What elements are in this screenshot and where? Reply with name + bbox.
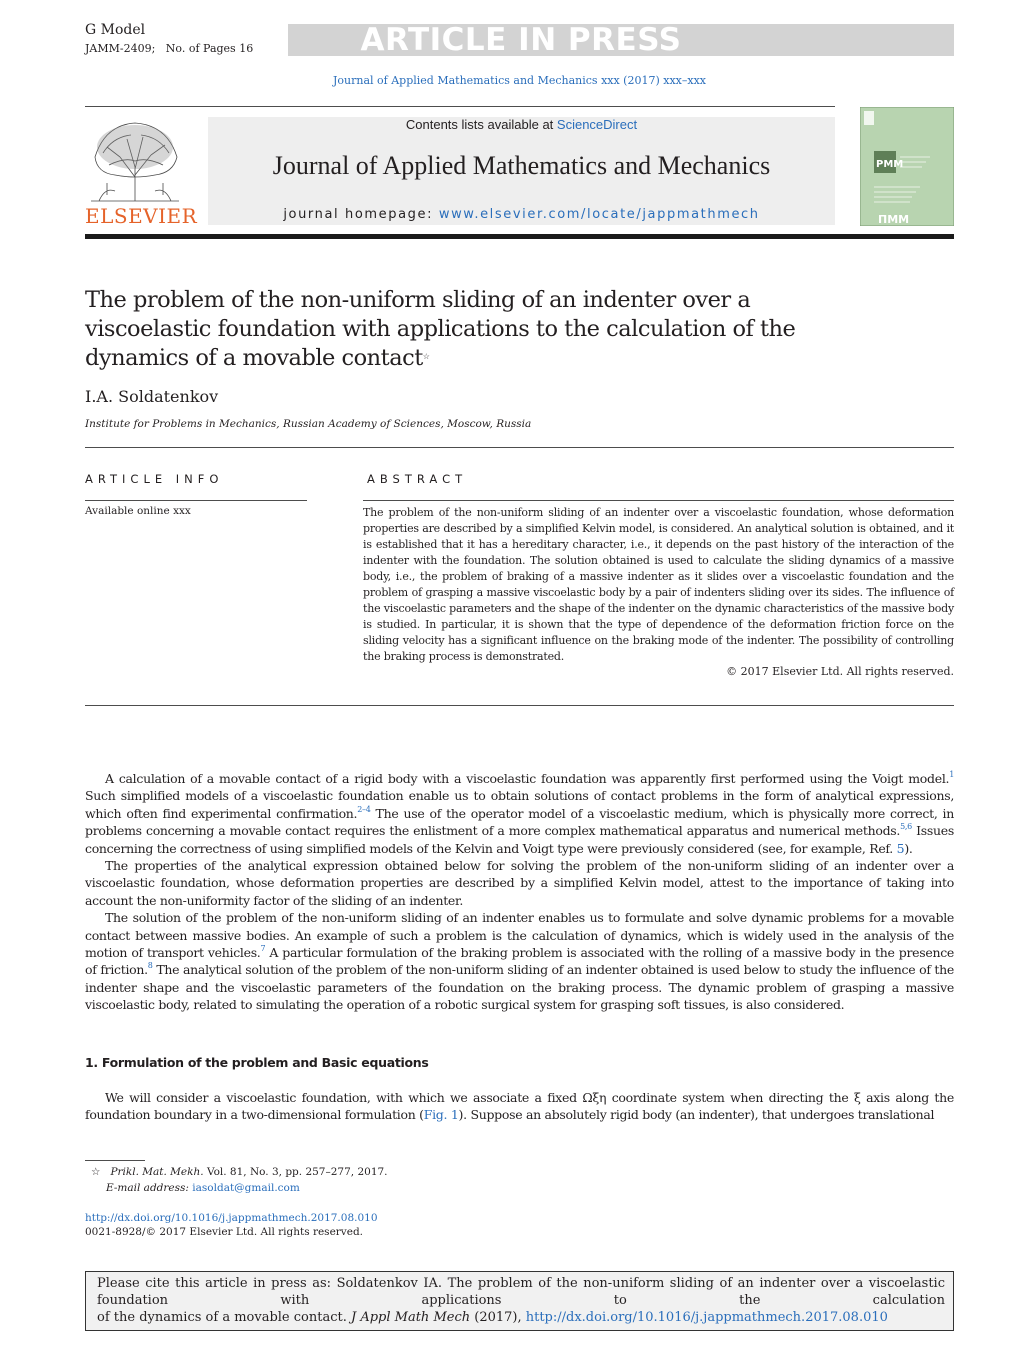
abstract-copyright: © 2017 Elsevier Ltd. All rights reserved. [726, 665, 954, 678]
reference-link[interactable]: 7 [260, 944, 266, 954]
title-footnote-mark[interactable]: ☆ [422, 352, 430, 361]
figure-link[interactable]: Fig. 1 [423, 1107, 459, 1123]
article-title-text: The problem of the non-uniform sliding of an indenter over a viscoelastic foundation with applications to the calculation of the dynamics of a movable contact [85, 287, 796, 371]
contents-prefix: Contents lists available at [405, 117, 557, 132]
contents-available-line [208, 117, 835, 132]
page-count: No. of Pages 16 [165, 42, 254, 55]
paragraph: A calculation of a movable contact of a rigid body with a viscoelastic foundation was apparently first performed using the Voigt model.$^1$ Such simplified models of a viscoelastic foundation enable us to obtain solutions of contact problems in the form of analytical expressions, which often find experimental confirmation.$^{2-4}$ The use of the operator model of a viscoelastic medium, which is physically more correct, in problems concerning a movable contact requires the enlistment of a more complex mathematical apparatus and numerical methods.$^{5,6}$ Issues concerning the correctness of using simplified models of the Kelvin and Voigt type were previously considered (see, for example, Ref. 5). [85, 770, 954, 856]
masthead-top-rule [85, 106, 835, 107]
footnote-email: E-mail address: iasoldat@gmail.com [106, 1182, 300, 1194]
paragraph: The properties of the analytical expression obtained below for solving the problem of the non-uniform sliding of an indenter over a viscoelastic foundation, whose deformation properties are described by a simplified Kelvin model, attest to the importance of taking into account the non-uniformity factor of the sliding of an indenter. [85, 858, 954, 908]
reference-link[interactable]: 8 [147, 961, 153, 971]
footnote-star: ☆ [91, 1166, 101, 1178]
jamm-id: JAMM-2409; [85, 42, 156, 55]
abstract-heading: ABSTRACT [367, 472, 468, 486]
abstract-rule [363, 500, 954, 501]
sciencedirect-link[interactable]: ScienceDirect [556, 117, 638, 132]
paragraph: We will consider a viscoelastic foundation, with which we associate a fixed Ωξη coordinate system when directing the ξ axis along the foundation boundary in a two-dimensional formulation (Fig. 1). Suppose an absolutely rigid body (an indenter), that undergoes translational [85, 1090, 954, 1123]
cite-doi-link[interactable]: http://dx.doi.org/10.1016/j.jappmathmech.2017.08.010 [525, 1310, 888, 1325]
paragraph: The solution of the problem of the non-uniform sliding of an indenter enables us to formulate and solve dynamic problems for a movable contact between massive bodies. An example of such a problem is the calculation of dynamics, which is widely used in the analysis of the motion of transport vehicles.$^7$ A particular formulation of the braking problem is associated with the rolling of a massive body in the presence of friction.$^8$ The analytical solution of the problem of the non-uniform sliding of an indenter obtained is used below to study the influence of the indenter shape and the viscoelastic parameters of the foundation on the braking process. The dynamic problem of grasping a massive viscoelastic body, related to simulating the operation of a robotic surgical system for grasping soft tissues, is also considered. [85, 910, 954, 1013]
g-model-label: G Model [85, 22, 146, 38]
footnote-citation: ☆ Prikl. Mat. Mekh. Vol. 81, No. 3, pp. 257–277, 2017. [91, 1166, 388, 1178]
homepage-link[interactable]: www.elsevier.com/locate/jappmathmech [438, 207, 760, 222]
doi-link[interactable]: http://dx.doi.org/10.1016/j.jappmathmech.2017.08.010 [85, 1212, 378, 1224]
elsevier-wordmark: ELSEVIER [85, 204, 198, 228]
introduction-body [85, 770, 954, 1014]
author-name: I.A. Soldatenkov [85, 387, 219, 406]
available-online: Available online xxx [85, 505, 191, 517]
abstract-text: The problem of the non-uniform sliding of an indenter over a viscoelastic foundation, whose deformation properties are described by a simplified Kelvin model, is considered. An analytical solution is obtained, and it is established that it has a hereditary character, i.e., it depends on the past history of the interaction of the indenter with the foundation. The solution obtained is used to calculate the sliding dynamics of a massive body, i.e., the problem of braking of a massive indenter as it slides over a viscoelastic foundation and the problem of grasping a massive viscoelastic body by a pair of indenters sliding over its sides. The influence of the viscoelastic parameters and the shape of the indenter on the dynamic characteristics of the massive body is studied. In particular, it is shown that the type of dependence of the deformation friction force on the sliding velocity has a significant influence on the braking mode of the indenter. The possibility of controlling the braking process is demonstrated. [363, 506, 954, 663]
article-info-rule [85, 500, 307, 501]
cite-text-line2: of the dynamics of a movable contact. J Appl Math Mech (2017), http://dx.doi.org/10.1016/j.jappmathmech.2017.08.010 [97, 1310, 888, 1325]
cover-subtitle: ПММ [878, 213, 910, 226]
reference-link[interactable]: 5,6 [900, 822, 912, 832]
journal-citation-line[interactable]: Journal of Applied Mathematics and Mechanics xxx (2017) xxx–xxx [333, 74, 706, 87]
article-info-heading: ARTICLE INFO [85, 472, 224, 486]
cover-title: PMM [876, 159, 904, 170]
journal-homepage-line [208, 207, 835, 222]
issn-copyright: 0021-8928/© 2017 Elsevier Ltd. All rights reserved. [85, 1226, 364, 1238]
homepage-prefix: journal homepage: [283, 207, 439, 222]
masthead-bottom-rule [85, 234, 954, 239]
section-1-body [85, 1089, 954, 1124]
title-separator-rule [85, 447, 954, 448]
footnote-rule [85, 1160, 145, 1161]
cite-text-line1: Please cite this article in press as: Soldatenkov IA. The problem of the non-uniform sliding of an indenter over a viscoelastic foundation with applications to the calculation [97, 1276, 945, 1308]
author-affiliation: Institute for Problems in Mechanics, Russian Academy of Sciences, Moscow, Russia [85, 418, 532, 430]
abstract-bottom-rule [85, 705, 954, 706]
reference-link[interactable]: 1 [949, 770, 954, 779]
email-link[interactable]: iasoldat@gmail.com [192, 1182, 300, 1194]
section-heading: 1. Formulation of the problem and Basic equations [85, 1055, 429, 1070]
manuscript-id [85, 42, 253, 55]
reference-link[interactable]: 5 [896, 840, 905, 856]
reference-link[interactable]: 2–4 [357, 804, 371, 814]
journal-cover-thumbnail[interactable] [860, 107, 954, 226]
article-in-press-label: ARTICLE IN PRESS [360, 22, 682, 58]
article-title [85, 286, 845, 373]
journal-title: Journal of Applied Mathematics and Mechanics [272, 151, 771, 180]
